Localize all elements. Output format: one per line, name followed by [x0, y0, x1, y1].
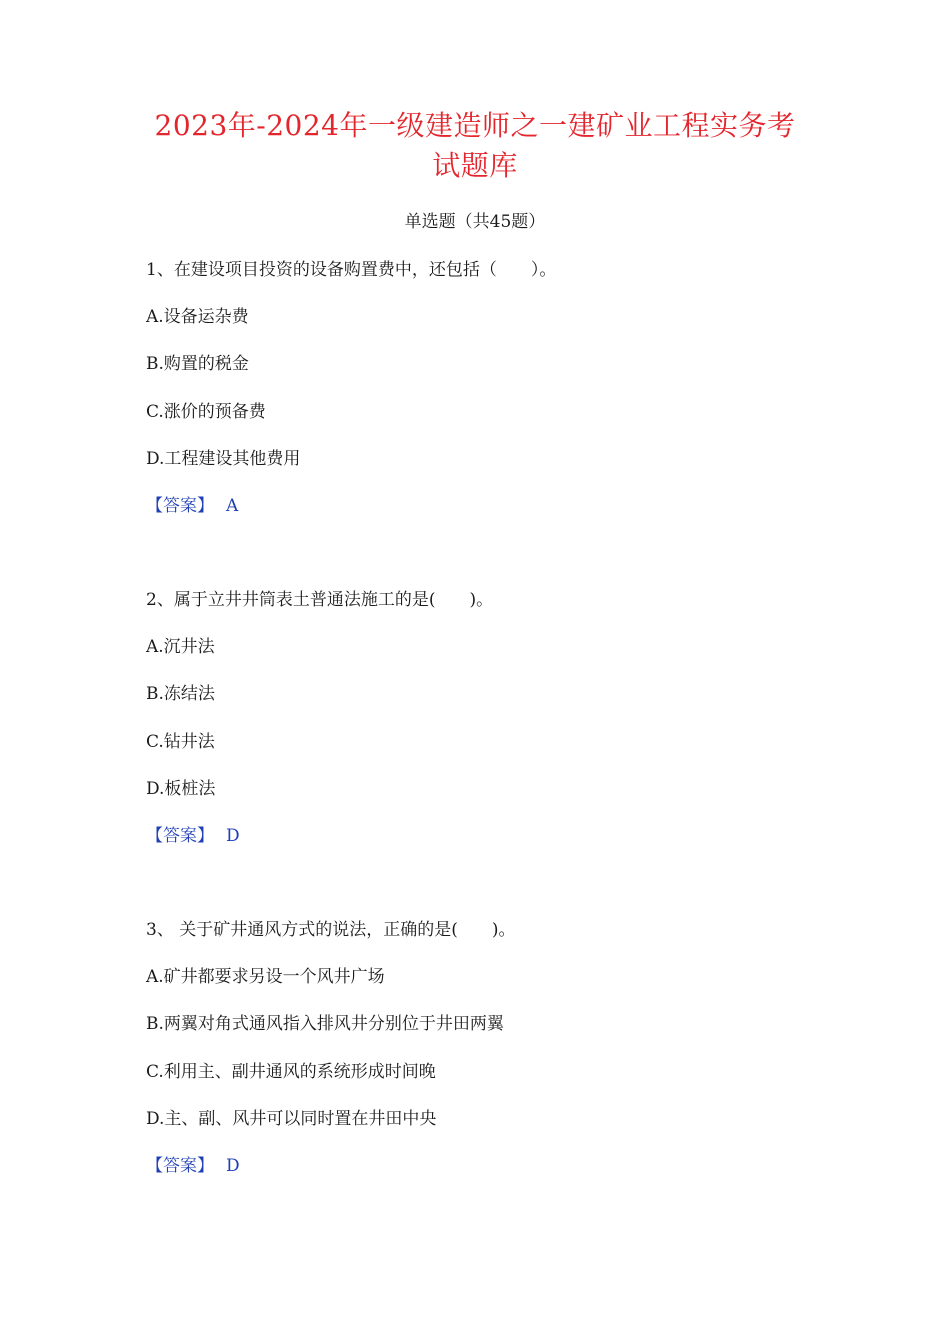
title-line-1: 2023年-2024年一级建造师之一建矿业工程实务考 — [154, 109, 796, 142]
option-b: B.两翼对角式通风指入排风井分别位于井田两翼 — [146, 1014, 504, 1035]
answer-value: D — [226, 825, 240, 846]
option-a: A.设备运杂费 — [146, 307, 249, 328]
answer-line — [146, 824, 826, 848]
question-3 — [146, 918, 826, 1178]
answer-tag: 【答案】 — [146, 1155, 214, 1176]
title-line-2: 试题库 — [432, 149, 518, 182]
answer-tag: 【答案】 — [146, 825, 214, 846]
section-heading: 单选题（共45题） — [404, 212, 546, 232]
option-b: B.冻结法 — [146, 684, 215, 705]
option-d: D.主、副、风井可以同时置在井田中央 — [146, 1108, 437, 1129]
question-2 — [146, 588, 826, 848]
question-stem: 2、属于立井井筒表土普通法施工的是( )。 — [146, 590, 494, 610]
question-stem: 1、在建设项目投资的设备购置费中，还包括（ ）。 — [146, 260, 557, 280]
option-c: C.钻井法 — [146, 731, 215, 752]
question-stem: 3、 关于矿井通风方式的说法，正确的是( )。 — [146, 920, 516, 940]
document-title — [110, 106, 840, 186]
option-d: D.工程建设其他费用 — [146, 448, 301, 469]
answer-tag: 【答案】 — [146, 495, 214, 516]
answer-value: D — [226, 1155, 240, 1176]
question-1 — [146, 258, 826, 518]
option-c: C.涨价的预备费 — [146, 401, 266, 422]
answer-line — [146, 494, 826, 518]
answer-line — [146, 1154, 826, 1178]
option-a: A.沉井法 — [146, 637, 215, 658]
option-b: B.购置的税金 — [146, 354, 249, 375]
option-d: D.板桩法 — [146, 778, 216, 799]
answer-value: A — [226, 495, 239, 516]
option-a: A.矿井都要求另设一个风井广场 — [146, 967, 385, 988]
option-c: C.利用主、副井通风的系统形成时间晚 — [146, 1061, 436, 1082]
